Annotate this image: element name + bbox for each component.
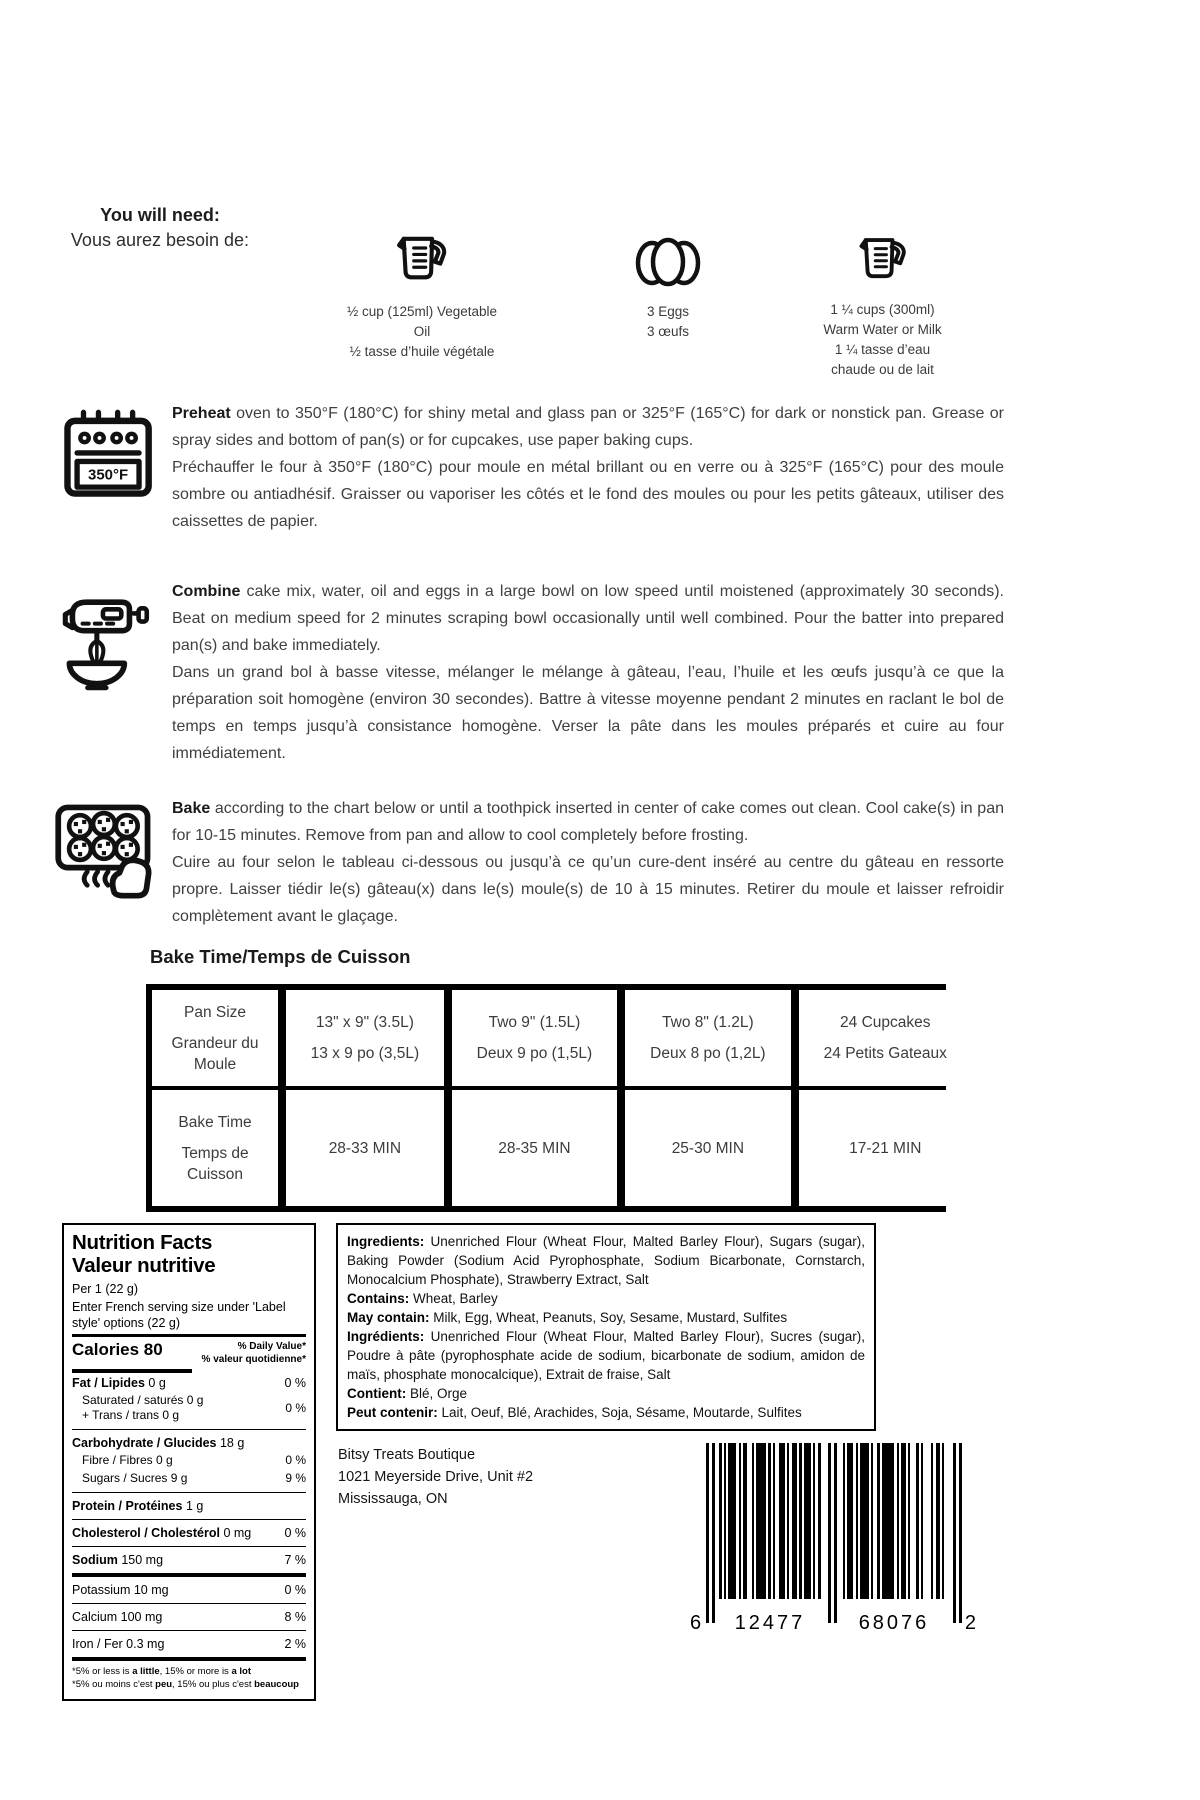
calcium-label: Calcium 100 mg — [72, 1610, 163, 1624]
fat-label: Fat / Lipides — [72, 1376, 145, 1390]
protein-row — [72, 1496, 306, 1516]
oil-caption-line: ½ cup (125ml) Vegetable — [346, 304, 498, 319]
measuring-cup-icon — [389, 226, 455, 292]
pan-two9-en: Two 9" (1.5L) — [488, 1014, 581, 1031]
sugars-row — [72, 1471, 306, 1489]
bake-time-13x9: 28-33 MIN — [286, 1090, 444, 1206]
muffin-tray-icon — [52, 800, 160, 900]
need-item-water — [795, 228, 970, 380]
potassium-dv: 0 % — [284, 1583, 306, 1597]
fat-row — [72, 1373, 306, 1393]
sugars-dv: 9 % — [285, 1471, 306, 1485]
carb-label: Carbohydrate / Glucides — [72, 1436, 217, 1450]
pan-two8-fr: Deux 8 po (1,2L) — [650, 1045, 766, 1062]
step-combine-en-text: cake mix, water, oil and eggs in a large bowl on low speed until moistened (approximately 30 seconds). Beat on medium speed for 2 minutes scraping bowl occasionally until well combined. Pour the batter into prepared pan(s) and bake immediately. — [172, 583, 1004, 654]
footnote-fr: *5% ou moins c'est peu, 15% ou plus c'est beaucoup — [72, 1679, 299, 1690]
step-combine — [172, 578, 1004, 767]
ingredients-en: Ingredients: Unenriched Flour (Wheat Flour, Malted Barley Flour), Sugars (sugar), Baking Powder (Sodium Acid Pyrophosphate, Sodium Bicarbonate, Cornstarch, Monocalcium Phosphate), Strawberry Extract, Salt — [347, 1234, 865, 1287]
bake-time-label-fr: Temps de Cuisson — [181, 1144, 249, 1183]
potassium-label: Potassium 10 mg — [72, 1583, 169, 1597]
address-company: Bitsy Treats Boutique — [338, 1447, 476, 1463]
step-combine-fr: Dans un grand bol à basse vitesse, mélanger le mélange à gâteau, l’eau, l’huile et les œufs jusqu’à ce que la préparation soit homogène (environ 30 secondes). Battre à vitesse moyenne pendant 2 minutes en raclant le bol de temps en temps jusqu’à consistance homogène. Verser la pâte dans les moules préparés et cuire au four immédiatement. — [172, 664, 1004, 762]
bake-time-two8: 25-30 MIN — [625, 1090, 790, 1206]
table-header-pan-size — [152, 990, 278, 1086]
sugars-label: Sugars / Sucres 9 g — [82, 1471, 188, 1485]
sodium-dv: 7 % — [284, 1553, 306, 1567]
carb-row — [72, 1433, 306, 1453]
need-item-oil — [332, 226, 512, 362]
barcode-digits-left: 12477 — [734, 1612, 806, 1634]
cholesterol-label: Cholesterol / Cholestérol — [72, 1526, 220, 1540]
table-header-13x9 — [286, 990, 444, 1086]
table-header-two9 — [452, 990, 617, 1086]
fat-value: 0 g — [148, 1376, 166, 1390]
step-preheat-lead: Preheat — [172, 405, 231, 422]
you-will-need-title-en: You will need: — [100, 205, 220, 225]
step-preheat-fr: Préchauffer le four à 350°F (180°C) pour moule en métal brillant ou en verre ou à 325°F (165°C) pour des moule sombre ou antiadhésif. Graisser ou vaporiser les côtés et le fond des moules ou pour les petits gâteaux, utiliser des caissettes de papier. — [172, 459, 1004, 530]
potassium-row — [72, 1580, 306, 1600]
carb-value: 18 g — [219, 1436, 245, 1450]
protein-value: 1 g — [185, 1499, 204, 1513]
table-header-cupcakes — [799, 990, 972, 1086]
saturated-dv: 0 % — [285, 1400, 306, 1415]
iron-row — [72, 1634, 306, 1654]
nutrition-title-fr: Valeur nutritive — [72, 1254, 216, 1277]
step-preheat-en-text: oven to 350°F (180°C) for shiny metal and glass pan or 325°F (165°C) for dark or nonstick pan. Grease or spray sides and bottom of pan(s) or for cupcakes, use paper baking cups. — [172, 405, 1004, 449]
oven-temp-label: 350°F — [88, 466, 129, 484]
you-will-need-heading — [55, 205, 265, 251]
bake-time-label-en: Bake Time — [178, 1113, 252, 1131]
barcode-middle-guard — [828, 1443, 837, 1623]
barcode-digit-last: 2 — [964, 1612, 976, 1634]
sodium-value: 150 mg — [121, 1553, 164, 1567]
need-item-water-caption — [823, 300, 941, 380]
serving-size: Per 1 (22 g) — [72, 1282, 139, 1296]
cholesterol-row — [72, 1523, 306, 1543]
protein-label: Protein / Protéines — [72, 1499, 183, 1513]
water-caption-line: 1 ¼ cups (300ml) — [830, 302, 935, 317]
barcode-left-bars — [719, 1443, 821, 1599]
iron-label: Iron / Fer 0.3 mg — [72, 1637, 165, 1651]
eggs-caption-line: 3 œufs — [646, 324, 689, 339]
table-row-bake-time-label — [152, 1090, 278, 1206]
ingredients-label-fr: Ingrédients: — [347, 1329, 425, 1344]
contains-en: Contains: Wheat, Barley — [347, 1291, 498, 1306]
mixer-icon — [55, 590, 155, 702]
nutrition-facts-panel — [62, 1223, 316, 1701]
saturated-line: Saturated / saturés 0 g — [82, 1393, 204, 1407]
serving-note: Enter French serving size under 'Label style' options (22 g) — [72, 1300, 286, 1330]
address-city: Mississauga, ON — [338, 1491, 448, 1507]
pan-two9-fr: Deux 9 po (1,5L) — [476, 1045, 593, 1062]
cholesterol-dv: 0 % — [284, 1526, 306, 1540]
bake-table-title: Bake Time/Temps de Cuisson — [150, 946, 411, 967]
need-item-eggs — [608, 232, 728, 342]
ingredients-label-en: Ingredients: — [347, 1234, 425, 1249]
sodium-label: Sodium — [72, 1553, 118, 1567]
need-item-eggs-caption — [647, 302, 689, 342]
sodium-row — [72, 1550, 306, 1570]
peut-contenir-label: Peut contenir: — [347, 1405, 438, 1420]
heat-waves — [84, 872, 108, 886]
contains-label: Contains: — [347, 1291, 410, 1306]
you-will-need-title-fr: Vous aurez besoin de: — [70, 230, 250, 250]
fat-dv: 0 % — [284, 1376, 306, 1390]
fibre-dv: 0 % — [285, 1453, 306, 1467]
eggs-icon — [626, 232, 710, 292]
barcode-right-bars — [843, 1443, 945, 1599]
iron-dv: 2 % — [284, 1637, 306, 1651]
contient-fr: Contient: Blé, Orge — [347, 1386, 468, 1401]
fibre-row — [72, 1453, 306, 1471]
ingredients-fr: Ingrédients: Unenriched Flour (Wheat Flour, Malted Barley Flour), Sucres (sugar), Poudre à pâte (pyrophosphate acide de sodium, bicarbonate de sodium, amidon de maïs, phosphate monocalcique), Extrait de fraise, Salt — [347, 1329, 865, 1382]
water-caption-line: chaude ou de lait — [831, 362, 934, 377]
step-bake-en-text: according to the chart below or until a toothpick inserted in center of cake comes out clean. Cool cake(s) in pan for 10-15 minutes. Remove from pan and allow to cool completely before frosting. — [172, 800, 1004, 844]
may-contain-label: May contain: — [347, 1310, 430, 1325]
table-header-two8 — [625, 990, 790, 1086]
footnote-en: *5% or less is a little, 15% or more is a lot — [72, 1666, 251, 1677]
address-street: 1021 Meyerside Drive, Unit #2 — [338, 1469, 534, 1485]
fibre-label: Fibre / Fibres 0 g — [82, 1453, 173, 1467]
oil-caption-line: Oil — [413, 324, 431, 339]
bake-time-two9: 28-35 MIN — [452, 1090, 617, 1206]
step-preheat-en — [172, 400, 1004, 454]
water-caption-line: Warm Water or Milk — [823, 322, 942, 337]
step-bake — [172, 795, 1004, 930]
step-bake-en — [172, 795, 1004, 849]
pan-cupcakes-en: 24 Cupcakes — [840, 1014, 931, 1031]
step-bake-lead: Bake — [172, 800, 211, 817]
barcode-right-guard — [953, 1443, 962, 1623]
step-preheat — [172, 400, 1004, 535]
peut-contenir-fr: Peut contenir: Lait, Oeuf, Blé, Arachides, Soja, Sésame, Moutarde, Sulfites — [347, 1405, 802, 1420]
bake-time-table — [146, 984, 946, 1212]
bake-time-cupcakes: 17-21 MIN — [799, 1090, 972, 1206]
pan-cupcakes-fr: 24 Petits Gateaux — [823, 1045, 947, 1062]
calcium-row — [72, 1607, 306, 1627]
pan-size-en: Pan Size — [184, 1003, 247, 1021]
saturated-trans-row — [72, 1393, 306, 1426]
water-caption-line: 1 ¼ tasse d’eau — [834, 342, 931, 357]
daily-value-fr: % valeur quotidienne* — [201, 1354, 306, 1365]
barcode-digit-first: 6 — [690, 1612, 702, 1634]
pan-two8-en: Two 8" (1.2L) — [662, 1014, 754, 1031]
step-combine-lead: Combine — [172, 583, 241, 600]
oven-icon — [60, 408, 154, 500]
pan-13x9-fr: 13 x 9 po (3,5L) — [310, 1045, 420, 1062]
calcium-dv: 8 % — [284, 1610, 306, 1624]
may-contain-en: May contain: Milk, Egg, Wheat, Peanuts, Soy, Sesame, Mustard, Sulfites — [347, 1310, 788, 1325]
step-bake-fr: Cuire au four selon le tableau ci-dessous ou jusqu’à ce qu’un cure-dent inséré au centre du gâteau en ressorte propre. Laisser tiédir le(s) gâteau(x) dans le(s) moule(s) de 10 à 15 minutes. Retirer du moule et laisser refroidir complètement avant le glaçage. — [172, 854, 1004, 925]
pan-size-fr: Grandeur du Moule — [171, 1034, 259, 1073]
cholesterol-value: 0 mg — [223, 1526, 252, 1540]
contient-label: Contient: — [347, 1386, 407, 1401]
upc-barcode — [690, 1443, 976, 1635]
trans-line: + Trans / trans 0 g — [82, 1408, 180, 1422]
pan-13x9-en: 13" x 9" (3.5L) — [315, 1014, 414, 1031]
ingredients-box — [336, 1223, 876, 1431]
oil-caption-line: ½ tasse d’huile végétale — [349, 344, 495, 359]
calories-value: Calories 80 — [72, 1340, 163, 1359]
step-combine-en — [172, 578, 1004, 659]
daily-value-en: % Daily Value* — [237, 1341, 306, 1352]
manufacturer-address — [338, 1444, 533, 1510]
eggs-caption-line: 3 Eggs — [646, 304, 690, 319]
measuring-cup-icon — [852, 228, 914, 290]
need-item-oil-caption — [347, 302, 497, 362]
calories-row — [72, 1340, 306, 1366]
daily-value-header — [202, 1340, 306, 1366]
nutrition-title-en: Nutrition Facts — [72, 1231, 213, 1254]
barcode-digits-right: 68076 — [858, 1612, 930, 1634]
barcode-left-guard — [706, 1443, 715, 1623]
